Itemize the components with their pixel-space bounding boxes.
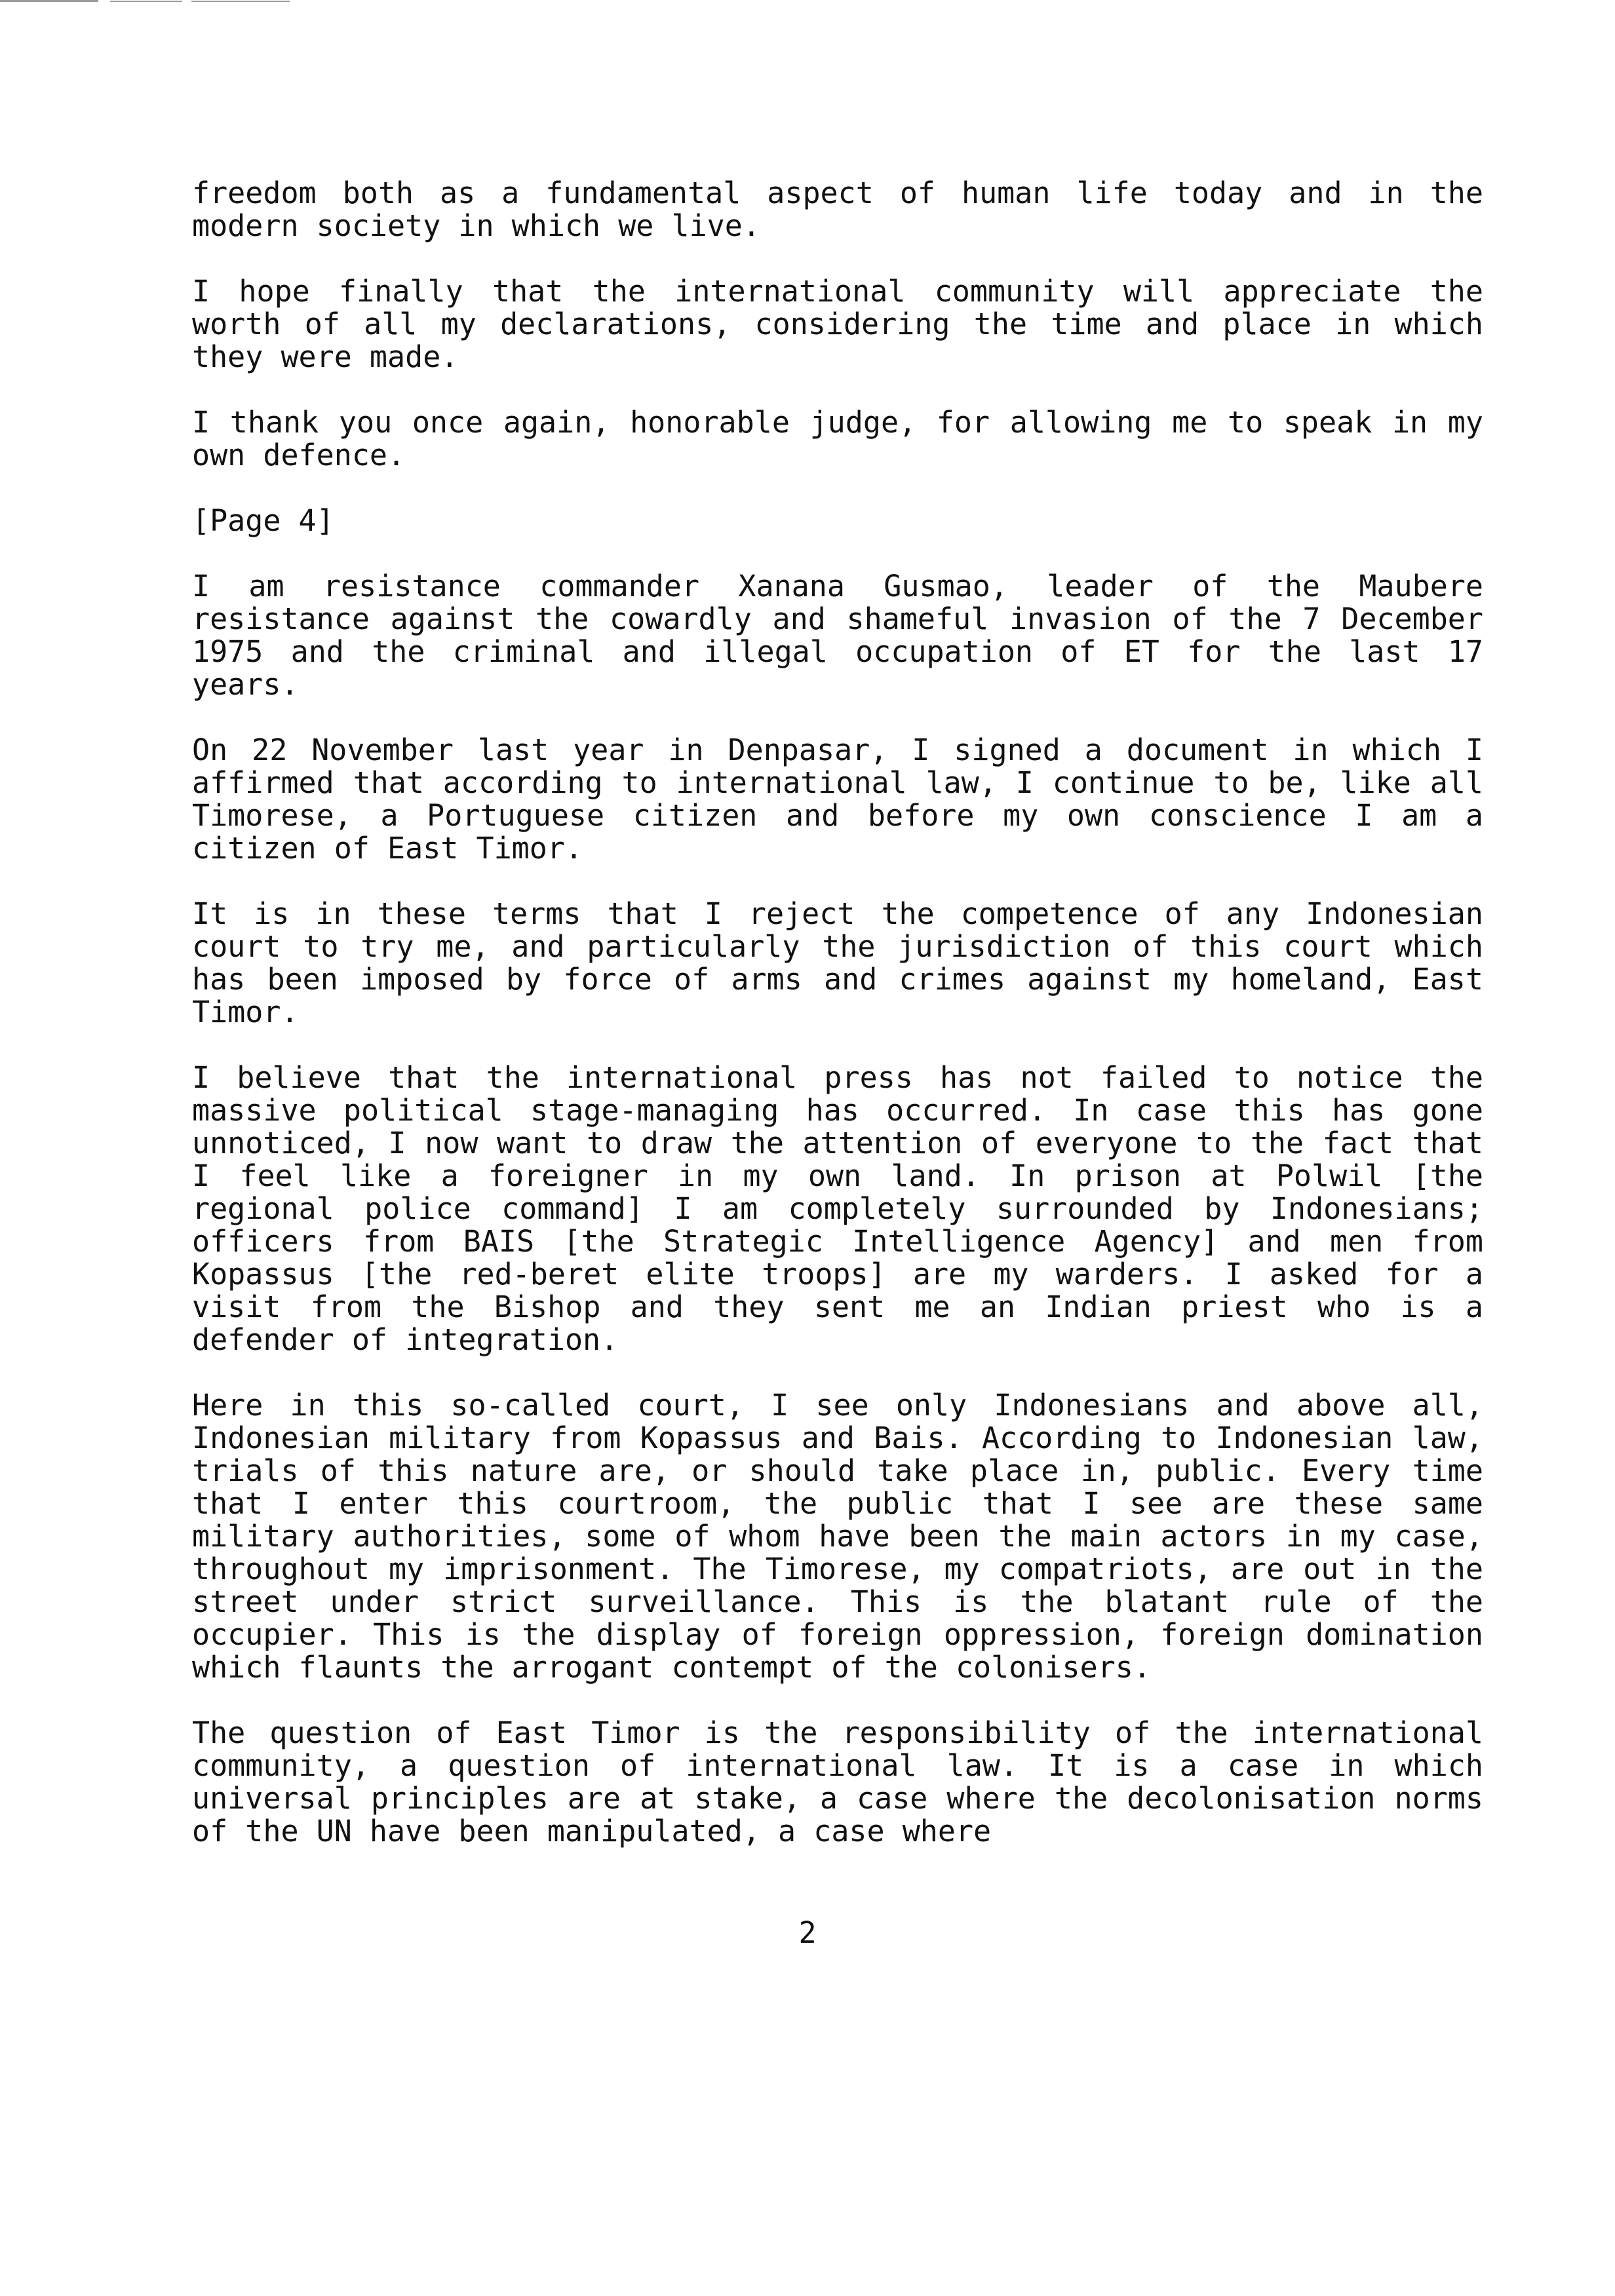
document-body (192, 177, 1483, 1881)
paragraph-court: Here in this so-called court, I see only Indonesians and above all, Indonesian military from Kopassus and Bais. According to Indonesian law, trials of this nature are, or should take place in, public. Every time that I enter this courtroom, the public that I see are these same military authorities, some of whom have been the main actors in my case, throughout my imprisonment. The Timorese, my compatriots, are out in the street under strict surveillance. This is the blatant rule of the occupier. This is the display of foreign oppression, foreign domination which flaunts the arrogant contempt of the colonisers. (192, 1388, 1483, 1685)
paragraph-international-law: The question of East Timor is the responsibility of the international community, a question of international law. It is a case in which universal principles are at stake, a case where the decolonisation norms of the UN have been manipulated, a case where (192, 1715, 1483, 1848)
paragraph-hope: I hope finally that the international community will appreciate the worth of all my declarations, considering the time and place in which they were made. (192, 274, 1483, 374)
paragraph-thanks: I thank you once again, honorable judge, for allowing me to speak in my own defence. (192, 405, 1483, 472)
scan-artifact-line (191, 1, 290, 2)
scan-artifact-line (110, 1, 182, 2)
paragraph-jurisdiction: It is in these terms that I reject the competence of any Indonesian court to try me, and particularly the jurisdiction of this court which has been imposed by force of arms and crimes against my homeland, East Timor. (192, 896, 1483, 1029)
paragraph-continuation: freedom both as a fundamental aspect of human life today and in the modern society in which we live. (192, 176, 1483, 243)
scan-artifact-line (0, 0, 98, 2)
page-marker: [Page 4] (192, 503, 334, 538)
paragraph-citizenship: On 22 November last year in Denpasar, I signed a document in which I affirmed that according to international law, I continue to be, like all Timorese, a Portuguese citizen and before my own conscience I am a citizen of East Timor. (192, 733, 1483, 866)
paragraph-introduction: I am resistance commander Xanana Gusmao, leader of the Maubere resistance against the cowardly and shameful invasion of the 7 December 1975 and the criminal and illegal occupation of ET for the last 17 years. (192, 569, 1483, 702)
page-number: 2 (798, 1915, 817, 1950)
paragraph-press: I believe that the international press has not failed to notice the massive political stage-managing has occurred. In case this has gone unnoticed, I now want to draw the attention of everyone to the fact that I feel like a foreigner in my own land. In prison at Polwil [the regional police command] I am completely surrounded by Indonesians; officers from BAIS [the Strategic Intelligence Agency] and men from Kopassus [the red-beret elite troops] are my warders. I asked for a visit from the Bishop and they sent me an Indian priest who is a defender of integration. (192, 1060, 1483, 1357)
